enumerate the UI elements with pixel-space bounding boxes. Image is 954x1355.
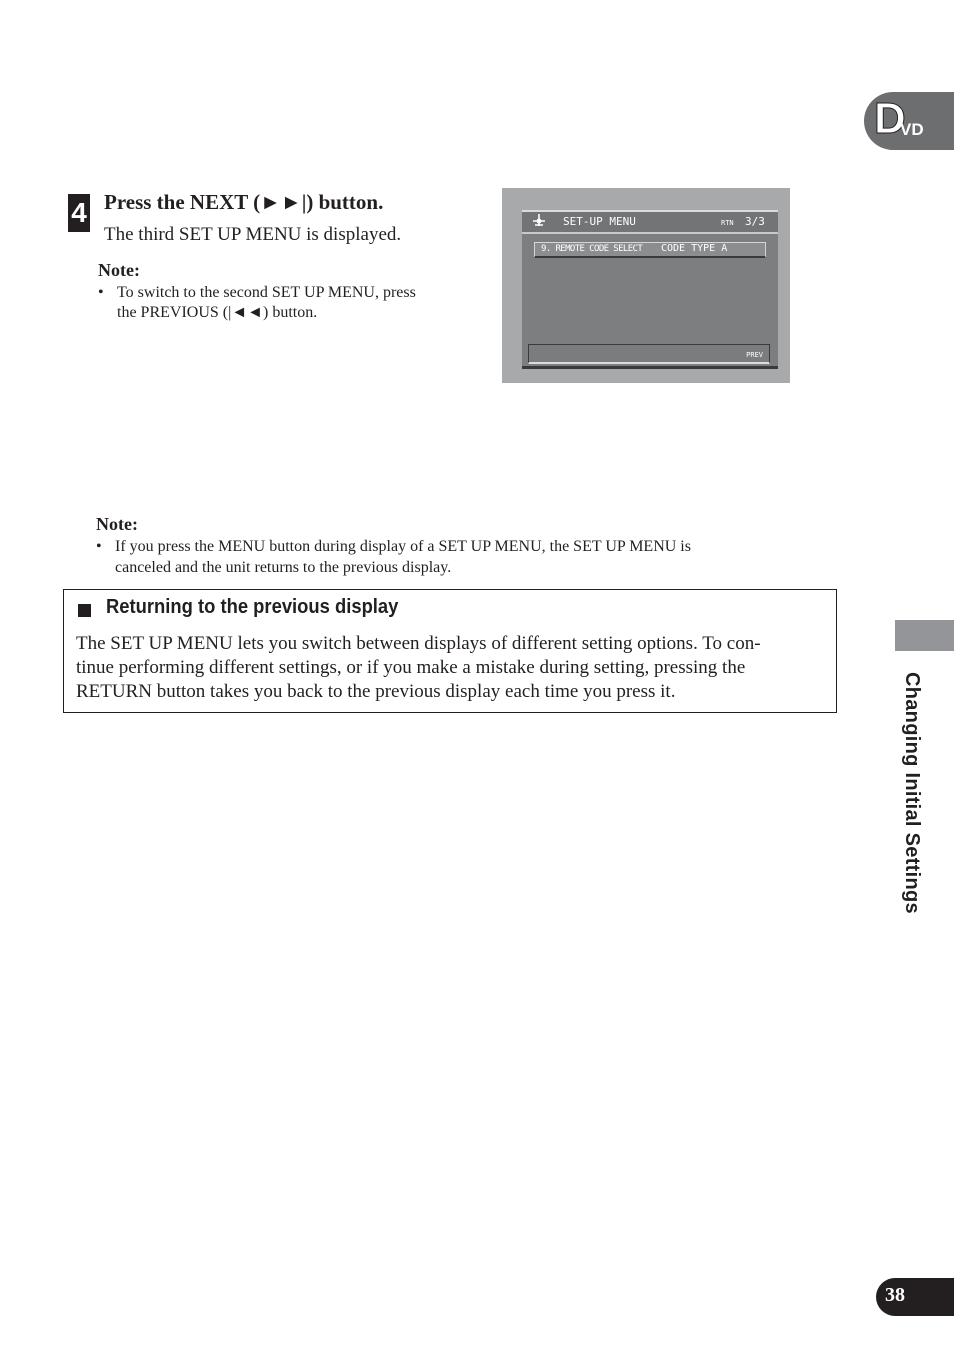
returning-section-box xyxy=(63,589,837,713)
menu-item-label: 9. REMOTE CODE SELECT xyxy=(541,244,643,254)
dvd-logo-suffix: VD xyxy=(900,120,924,139)
section-body-line-2: tinue performing different settings, or if you make a mistake during setting, pressing the xyxy=(76,657,746,678)
setup-wrench-icon xyxy=(530,213,548,229)
side-tab-marker xyxy=(895,620,954,651)
general-note-bullet xyxy=(96,537,816,579)
general-note-line-1: If you press the MENU button during display of a SET UP MENU, the SET UP MENU is xyxy=(115,538,691,555)
section-title: Returning to the previous display xyxy=(106,596,399,618)
menu-item-value: CODE TYPE A xyxy=(661,243,728,254)
step-title: Press the NEXT (►►|) button. xyxy=(104,190,384,214)
step-note-line-2: the PREVIOUS (|◄◄) button. xyxy=(117,304,318,321)
section-square-icon xyxy=(78,604,91,617)
menu-page-indicator: 3/3 xyxy=(745,215,765,228)
setup-menu-title: SET-UP MENU xyxy=(563,215,636,228)
section-body-line-1: The SET UP MENU lets you switch between displays of different setting options. To con- xyxy=(76,633,761,654)
bullet-glyph: • xyxy=(96,538,102,555)
section-body xyxy=(76,632,828,704)
setup-menu-screenshot xyxy=(502,188,790,383)
page-number-tab xyxy=(876,1278,954,1316)
side-tab-label: Changing Initial Settings xyxy=(901,672,923,914)
general-note-heading: Note: xyxy=(96,514,138,534)
dvd-logo-letter: D xyxy=(874,94,906,143)
page-number: 38 xyxy=(885,1284,905,1306)
return-indicator: RTN xyxy=(721,219,734,227)
step-number-badge: 4 xyxy=(68,194,90,232)
step-note-bullet xyxy=(98,283,478,325)
menu-item-remote-code xyxy=(534,242,766,258)
prev-indicator: PREV xyxy=(746,351,763,359)
section-body-line-3: RETURN button takes you back to the previous display each time you press it. xyxy=(76,681,676,702)
setup-menu-display xyxy=(522,210,778,369)
step-description: The third SET UP MENU is displayed. xyxy=(104,224,402,245)
step-note-heading: Note: xyxy=(98,260,140,280)
setup-menu-header xyxy=(522,212,778,234)
menu-bottom-bar xyxy=(528,344,770,364)
bullet-glyph: • xyxy=(98,284,104,301)
step-note-line-1: To switch to the second SET UP MENU, press xyxy=(117,284,416,301)
dvd-section-tab xyxy=(864,92,954,150)
general-note-line-2: canceled and the unit returns to the previous display. xyxy=(115,559,452,576)
